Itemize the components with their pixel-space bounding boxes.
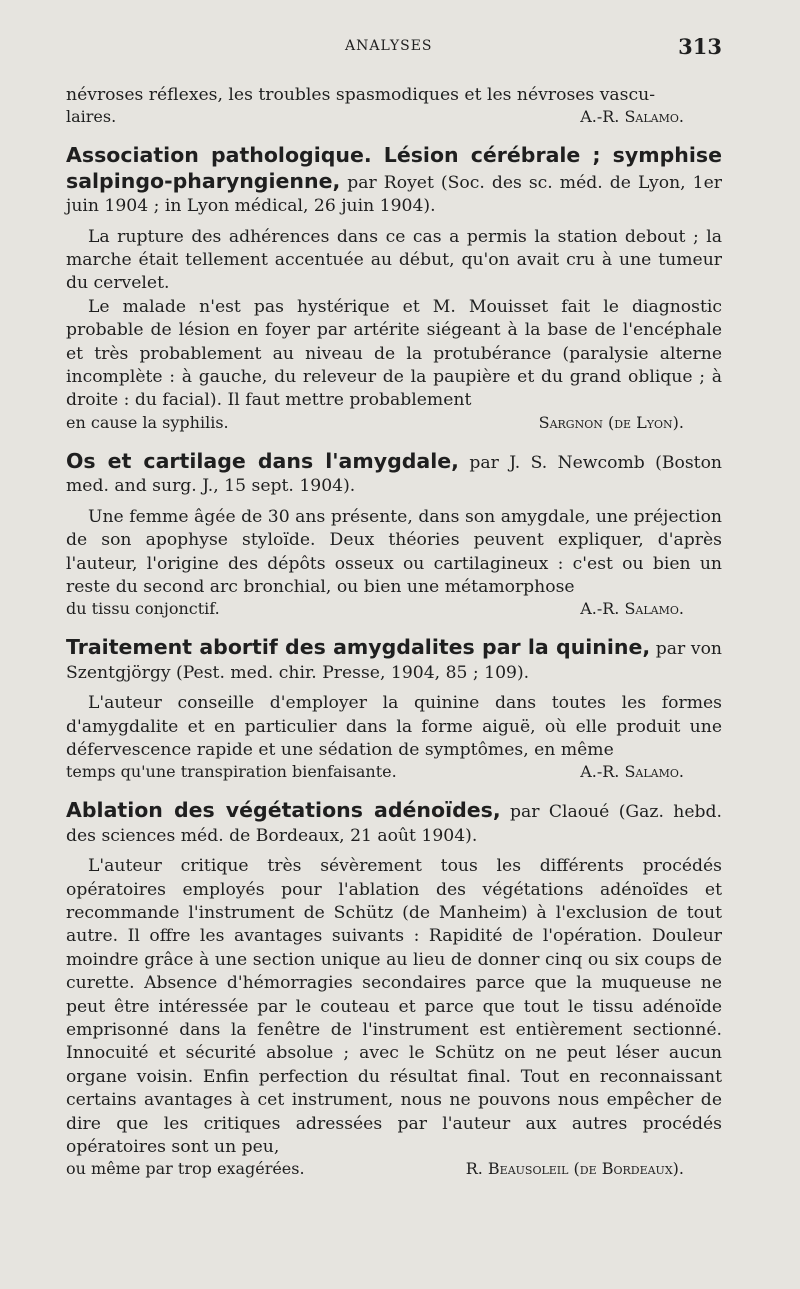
article-traitement-abortif [66, 636, 722, 781]
article-heading: Association pathologique. Lésion cérébrale ; symphise salpingo-pharyngienne, [66, 143, 722, 193]
article-body [66, 506, 722, 619]
article-line-end: du tissu conjonctif. [66, 599, 220, 619]
intro-fragment [66, 84, 722, 126]
article-reference: par Claoué (Gaz. hebd. des sciences méd. de Bordeaux, 21 août 1904). [66, 802, 722, 846]
article-body [66, 226, 722, 432]
article-last-line [66, 762, 722, 781]
article-signature: A.-R. Salamo. [580, 599, 684, 619]
article-title [66, 450, 722, 499]
article-body [66, 855, 722, 1178]
article-last-line [66, 599, 722, 618]
page-number: 313 [678, 34, 722, 59]
page-content [66, 84, 722, 1178]
article-line-end: temps qu'une transpiration bienfaisante. [66, 762, 397, 782]
article-os-cartilage [66, 450, 722, 618]
running-head: ANALYSES [345, 38, 433, 54]
page-header [0, 36, 800, 62]
article-heading: Os et cartilage dans l'amygdale, [66, 448, 459, 473]
article-reference: par Royet (Soc. des sc. méd. de Lyon, 1er juin 1904 ; in Lyon médical, 26 juin 1904). [66, 172, 722, 217]
article-line-end: ou même par trop exagérées. [66, 1159, 305, 1179]
article-title [66, 144, 722, 218]
article-reference: par von Szentgjörgy (Pest. med. chir. Presse, 1904, 85 ; 109). [66, 639, 722, 683]
article-signature: A.-R. Salamo. [580, 762, 684, 782]
article-signature: R. Beausoleil (de Bordeaux). [465, 1159, 684, 1179]
article-paragraph: La rupture des adhérences dans ce cas a permis la station debout ; la marche était tellement accentuée au début, qu'on avait cru à une tumeur du cervelet. [66, 226, 722, 294]
article-paragraph: L'auteur critique très sévèrement tous les différents procédés opératoires employés pour l'ablation des végétations adénoïdes et recommande l'instrument de Schütz (de Manheim) à l'exclusion de tout autre. Il offre les avantages suivants : Rapidité de l'opération. Douleur moindre grâce à une section unique au lieu de donner cinq ou six coups de curette. Absence d'hémorragies secondaires parce que la muqueuse ne peut être intéressée par le couteau et parce que tout le tissu adénoïde emprisonné dans la fenêtre de l'instrument est entièrement sectionné. Innocuité et sécurité absolue ; avec le Schütz on ne peut léser aucun organe voisin. Enfin perfection du résultat final. Tout en reconnaissant certains avantages à cet instrument, nous ne pouvons nous empêcher de dire que les critiques adressées par l'auteur aux autres procédés opératoires sont un peu, [66, 856, 722, 1158]
article-title [66, 799, 722, 848]
article-reference: par J. S. Newcomb (Boston med. and surg. J., 15 sept. 1904). [66, 452, 722, 497]
intro-last-line [66, 107, 722, 126]
intro-signature: A.-R. Salamo. [580, 107, 684, 127]
article-association-pathologique [66, 144, 722, 431]
intro-line: névroses réflexes, les troubles spasmodiques et les névroses vascu- [66, 85, 655, 105]
article-heading: Traitement abortif des amygdalites par la quinine, [66, 635, 651, 660]
article-body [66, 692, 722, 781]
article-paragraph: Le malade n'est pas hystérique et M. Mouisset fait le diagnostic probable de lésion en foyer par artérite siégeant à la base de l'encéphale et très probablement au niveau de la protubérance (paralysie alterne incomplète : à gauche, du releveur de la paupière et du grand oblique ; à droite : du facial). Il faut mettre probablement [66, 296, 722, 411]
article-paragraph: Une femme âgée de 30 ans présente, dans son amygdale, une préjection de son apophyse styloïde. Deux théories peuvent expliquer, d'après l'auteur, l'origine des dépôts osseux ou cartilagineux : c'est ou bien un reste du second arc bronchial, ou bien une métamorphose [66, 506, 722, 597]
intro-line-end: laires. [66, 107, 117, 127]
article-last-line [66, 1159, 722, 1178]
article-heading: Ablation des végétations adénoïdes, [66, 798, 501, 823]
article-paragraph: L'auteur conseille d'employer la quinine dans toutes les formes d'amygdalite et en particulier dans la forme aiguë, où elle produit une défervescence rapide et une sédation de symptômes, en même [66, 693, 722, 760]
article-line-end: en cause la syphilis. [66, 412, 229, 432]
article-signature: Sargnon (de Lyon). [538, 412, 684, 432]
article-last-line [66, 413, 722, 432]
article-ablation-vegetations [66, 799, 722, 1178]
article-title [66, 636, 722, 685]
